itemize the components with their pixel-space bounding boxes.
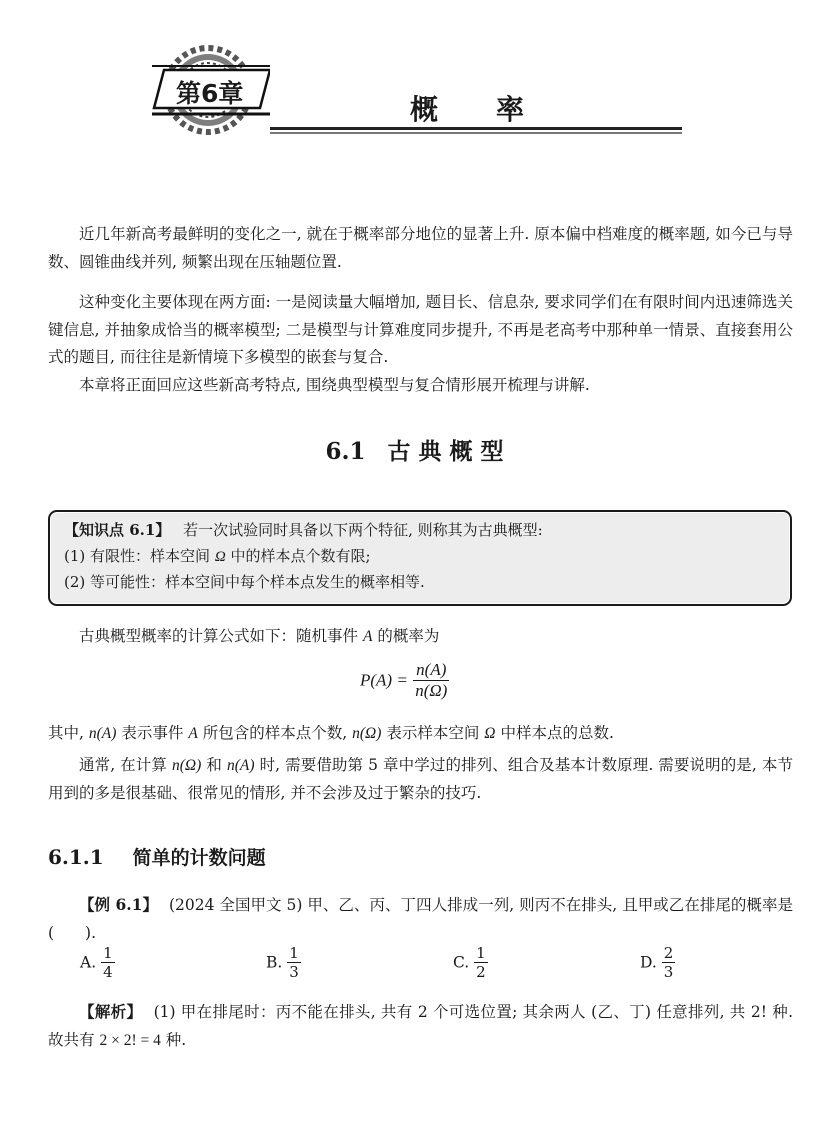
intro-paragraph-3: 本章将正面回应这些新高考特点, 围绕典型模型与复合情形展开梳理与讲解. — [79, 376, 590, 394]
option-c-fraction — [474, 944, 488, 981]
solution-tag: 【解析】 — [79, 1002, 143, 1021]
explanation-text-5: 中样本点的总数. — [500, 724, 614, 742]
explanation-text-2: 表示事件 — [121, 724, 184, 742]
intro-paragraph-2: 这种变化主要体现在两方面: 一是阅读量大幅增加, 题目长、信息杂, 要求同学们在有限时间内迅速筛选关键信息, 并抽象成恰当的概率模型; 二是模型与计算难度同步提升, 不再是老高考中那种单一情景、直接套用公式的题目, 而往往是新情境下多模型的嵌套与复合. — [48, 293, 793, 366]
option-b-denominator: 3 — [289, 963, 299, 981]
formula-fraction — [413, 660, 449, 701]
subsection-title: 简单的计数问题 — [132, 847, 266, 869]
option-a — [80, 944, 115, 981]
knowledge-intro: 若一次试验同时具备以下两个特征, 则称其为古典概型: — [183, 521, 543, 539]
option-b — [266, 944, 301, 981]
note-text-3: 时, 需要借助第 5 章中学过的排列、组合及基本计数原理. 需要说明的是, 本节用到的多是很基础、很常见的情形, 并不会涉及过于繁杂的技巧. — [48, 756, 793, 802]
option-d-label: D. — [640, 953, 657, 972]
option-d — [640, 944, 675, 981]
intro-paragraph-1: 近几年新高考最鲜明的变化之一, 就在于概率部分地位的显著上升. 原本偏中档难度的概率题, 如今已与导数、圆锥曲线并列, 频繁出现在压轴题位置. — [48, 225, 793, 271]
formula-lhs: P(A) = — [360, 670, 408, 690]
example-tag: 【例 6.1】 — [79, 895, 159, 914]
option-a-label: A. — [80, 953, 97, 972]
explanation-math-3: n(Ω) — [352, 725, 382, 742]
explanation-text-3: 所包含的样本点个数, — [202, 724, 348, 742]
formula-lead — [48, 623, 793, 651]
formula-explanation — [48, 720, 793, 748]
section-title: 古典概型 — [387, 438, 512, 465]
explanation-text-4: 表示样本空间 — [386, 724, 480, 742]
note-math-1: n(Ω) — [172, 757, 202, 774]
option-a-fraction — [101, 944, 115, 981]
solution-text-a: (1) 甲在排尾时：丙不能在排头, 共有 2 个可选位置; 其余两人 (乙、丁) 任意排列, 共 2! 种. 故共有 — [48, 1003, 793, 1049]
option-b-label: B. — [266, 953, 283, 972]
option-c-numerator: 1 — [476, 944, 486, 962]
probability-formula — [360, 660, 449, 701]
knowledge-item-2: (2) 等可能性：样本空间中每个样本点发生的概率相等. — [64, 573, 425, 591]
option-d-denominator: 3 — [663, 963, 674, 981]
knowledge-item-1 — [64, 543, 371, 570]
option-a-denominator: 4 — [103, 963, 113, 981]
knowledge-tag: 【知识点 6.1】 — [64, 521, 171, 539]
note-math-2: n(A) — [226, 757, 255, 774]
chapter-badge-text: 第6章 — [176, 79, 244, 108]
section-heading — [0, 433, 837, 466]
knowledge-line-1 — [64, 517, 543, 543]
option-c — [453, 944, 488, 981]
example-text: (2024 全国甲文 5) 甲、乙、丙、丁四人排成一列, 则丙不在排头, 且甲或乙在排尾的概率是 ( ). — [48, 896, 793, 942]
option-d-numerator: 2 — [663, 944, 674, 962]
option-c-denominator: 2 — [476, 963, 486, 981]
solution-paragraph — [48, 998, 793, 1054]
formula-numerator: n(A) — [413, 660, 449, 681]
option-b-numerator: 1 — [289, 944, 299, 962]
option-c-label: C. — [453, 953, 470, 972]
explanation-text-1: 其中, — [48, 724, 84, 742]
omega-symbol: Ω — [214, 549, 226, 565]
header-rule — [270, 120, 682, 128]
note-text-1: 通常, 在计算 — [79, 756, 167, 774]
subsection-heading — [48, 843, 266, 870]
note-text-2: 和 — [206, 756, 222, 774]
solution-math: 2 × 2! = 4 — [99, 1031, 161, 1049]
formula-denominator: n(Ω) — [415, 681, 448, 700]
explanation-math-2: A — [188, 725, 198, 742]
option-d-fraction — [662, 944, 676, 981]
chapter-title: 概率 — [410, 93, 583, 126]
formula-lead-text: 古典概型概率的计算公式如下：随机事件 — [79, 627, 359, 645]
knowledge-item-1-suffix: 中的样本点个数有限; — [230, 547, 371, 565]
subsection-number: 6.1.1 — [48, 845, 104, 869]
option-a-numerator: 1 — [103, 944, 113, 962]
knowledge-point-box — [48, 510, 792, 606]
explanation-math-1: n(A) — [88, 725, 117, 742]
event-symbol: A — [362, 628, 373, 645]
chapter-badge — [150, 44, 270, 136]
option-b-fraction — [287, 944, 301, 981]
explanation-math-4: Ω — [484, 725, 496, 742]
formula-lead-suffix: 的概率为 — [377, 627, 440, 645]
solution-text-b: 种. — [165, 1030, 187, 1049]
example-question — [48, 891, 793, 947]
knowledge-item-1-prefix: (1) 有限性：样本空间 — [64, 547, 211, 565]
note-paragraph — [48, 752, 793, 807]
section-number: 6.1 — [325, 438, 366, 465]
